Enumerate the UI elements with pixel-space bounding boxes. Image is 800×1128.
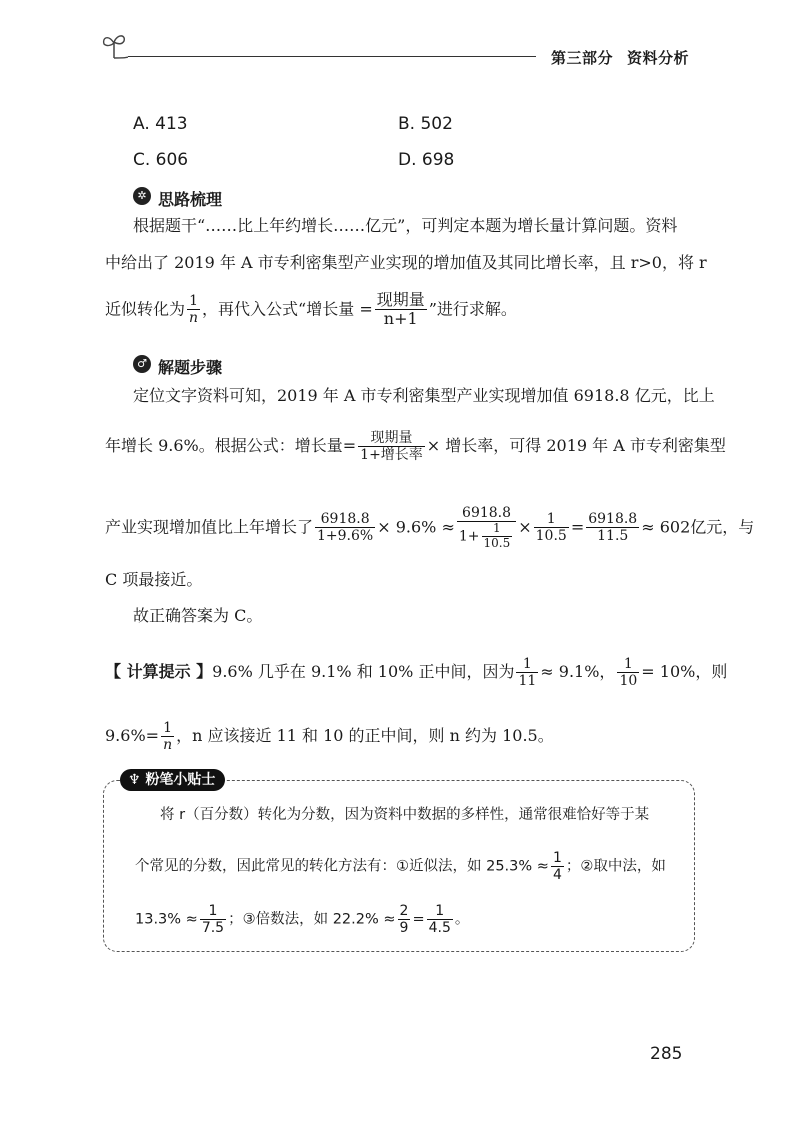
approach-line-1: 根据题干“……比上年约增长……亿元”，可判定本题为增长量计算问题。资料 (133, 216, 678, 235)
running-header (551, 47, 689, 68)
fraction-denominator: 10.5 (535, 528, 567, 545)
tip-line-3 (135, 903, 469, 936)
text-segment: = 10%，则 (641, 662, 728, 682)
text-segment: 近似转化为 (105, 299, 186, 319)
calc-hint-line-1 (105, 656, 727, 689)
approach-title: 思路梳理 (158, 190, 223, 209)
fraction (427, 903, 453, 936)
fraction (551, 850, 564, 883)
text-segment: 。 (454, 911, 470, 928)
fraction-denominator: n (163, 737, 173, 754)
text-segment: 产业实现增加值比上年增长了 (105, 517, 314, 537)
text-segment: × (518, 517, 532, 537)
text-segment: ≈ 602亿元，与 (641, 517, 755, 537)
tip-tag-label: 粉笔小贴士 (145, 772, 216, 788)
fraction-numerator: 1 (534, 511, 569, 528)
nested-fraction (457, 505, 516, 551)
fraction (516, 656, 538, 689)
sprout-icon (100, 30, 128, 60)
tip-tag (120, 769, 225, 791)
text-segment: × 9.6% ≈ (377, 517, 455, 537)
text-segment: = (412, 911, 425, 928)
option-d: D. 698 (398, 150, 455, 170)
fraction-numerator: 1 (187, 293, 200, 310)
text-segment: 1+ (458, 528, 480, 545)
option-b: B. 502 (398, 114, 453, 134)
text-segment: ，n 应该接近 11 和 10 的正中间，则 n 约为 10.5。 (176, 726, 554, 746)
text-segment: ”进行求解。 (428, 299, 517, 319)
fraction-denominator: 4.5 (428, 920, 451, 937)
text-segment: 13.3% ≈ (135, 911, 198, 928)
header-chapter: 资料分析 (627, 49, 690, 67)
fraction (586, 511, 639, 544)
approach-line-2: 中给出了 2019 年 A 市专利密集型产业实现的增加值及其同比增长率，且 r>0，将 r (105, 253, 707, 272)
solution-line-2 (105, 430, 726, 463)
fraction-numerator: 1 (552, 850, 562, 866)
fraction-denominator: 11.5 (597, 528, 629, 545)
fraction-numerator: 6918.8 (315, 511, 375, 528)
fraction-denominator: 10.5 (483, 535, 511, 550)
calc-hint-line-2 (105, 720, 554, 753)
text-segment: 9.6% 几乎在 9.1% 和 10% 正中间，因为 (212, 662, 515, 682)
text-segment: 年增长 9.6%。根据公式：增长量= (105, 436, 357, 456)
fraction-numerator: 1 (617, 656, 639, 673)
fraction-numerator: 现期量 (376, 290, 425, 309)
calc-hint-label: 【 计算提示 】 (105, 662, 213, 682)
approach-line-3 (105, 291, 517, 329)
option-c: C. 606 (133, 150, 189, 170)
solution-line-3 (105, 505, 754, 551)
fraction-numerator: 1 (427, 903, 453, 920)
fraction-denominator: n+1 (383, 309, 418, 329)
solution-line-1: 定位文字资料可知，2019 年 A 市专利密集型产业实现增加值 6918.8 亿元，比上 (133, 386, 715, 405)
gear-icon: ✲ (133, 187, 151, 205)
fraction-denominator: 10 (619, 673, 638, 690)
fraction (358, 430, 425, 463)
header-part: 第三部分 (551, 49, 614, 67)
page-number: 285 (650, 1044, 683, 1064)
text-segment: ≈ 9.1%， (540, 662, 616, 682)
sprout-tag-icon: ♆ (128, 772, 146, 788)
option-a: A. 413 (133, 114, 188, 134)
fraction (161, 720, 174, 753)
fraction (482, 522, 513, 551)
fraction-denominator (457, 522, 516, 551)
solution-title: 解题步骤 (158, 358, 223, 377)
fraction (398, 903, 411, 936)
fraction-denominator: 4 (552, 867, 562, 884)
fraction-numerator: 1 (482, 522, 513, 537)
fraction-denominator: 11 (518, 673, 537, 690)
fraction-denominator: n (189, 310, 199, 327)
fraction-denominator: 9 (399, 920, 409, 937)
text-segment: 个常见的分数，因此常见的转化方法有：①近似法，如 25.3% ≈ (135, 858, 549, 875)
text-segment: × 增长率，可得 2019 年 A 市专利密集型 (426, 436, 726, 456)
tip-line-1: 将 r（百分数）转化为分数，因为资料中数据的多样性，通常很难恰好等于某 (160, 807, 650, 823)
text-segment: ，再代入公式“增长量 = (202, 299, 373, 319)
fraction (375, 291, 427, 329)
fraction-denominator: 1+9.6% (317, 528, 374, 545)
fraction-numerator: 1 (161, 720, 174, 737)
fraction-numerator: 现期量 (358, 430, 425, 447)
tip-line-2 (135, 850, 666, 883)
answer-line: 故正确答案为 C。 (133, 606, 263, 625)
steps-icon: ♂ (133, 355, 151, 373)
text-segment: = (570, 517, 585, 537)
text-segment: ；②取中法，如 (565, 858, 666, 875)
fraction (200, 903, 226, 936)
text-segment: ；③倍数法，如 22.2% ≈ (228, 911, 396, 928)
solution-line-4: C 项最接近。 (105, 570, 203, 589)
fraction-numerator: 1 (516, 656, 538, 673)
header-rule (128, 56, 536, 57)
fraction-denominator: 7.5 (201, 920, 225, 937)
fraction-numerator: 2 (399, 903, 409, 919)
fraction-denominator: 1+增长率 (360, 447, 423, 464)
fraction-numerator: 1 (200, 903, 226, 920)
fraction (617, 656, 639, 689)
fraction (534, 511, 569, 544)
fraction-numerator: 6918.8 (457, 505, 516, 522)
fraction-numerator: 6918.8 (588, 511, 638, 528)
fraction (315, 511, 375, 544)
text-segment: 9.6%= (105, 726, 160, 746)
fraction (187, 293, 200, 326)
